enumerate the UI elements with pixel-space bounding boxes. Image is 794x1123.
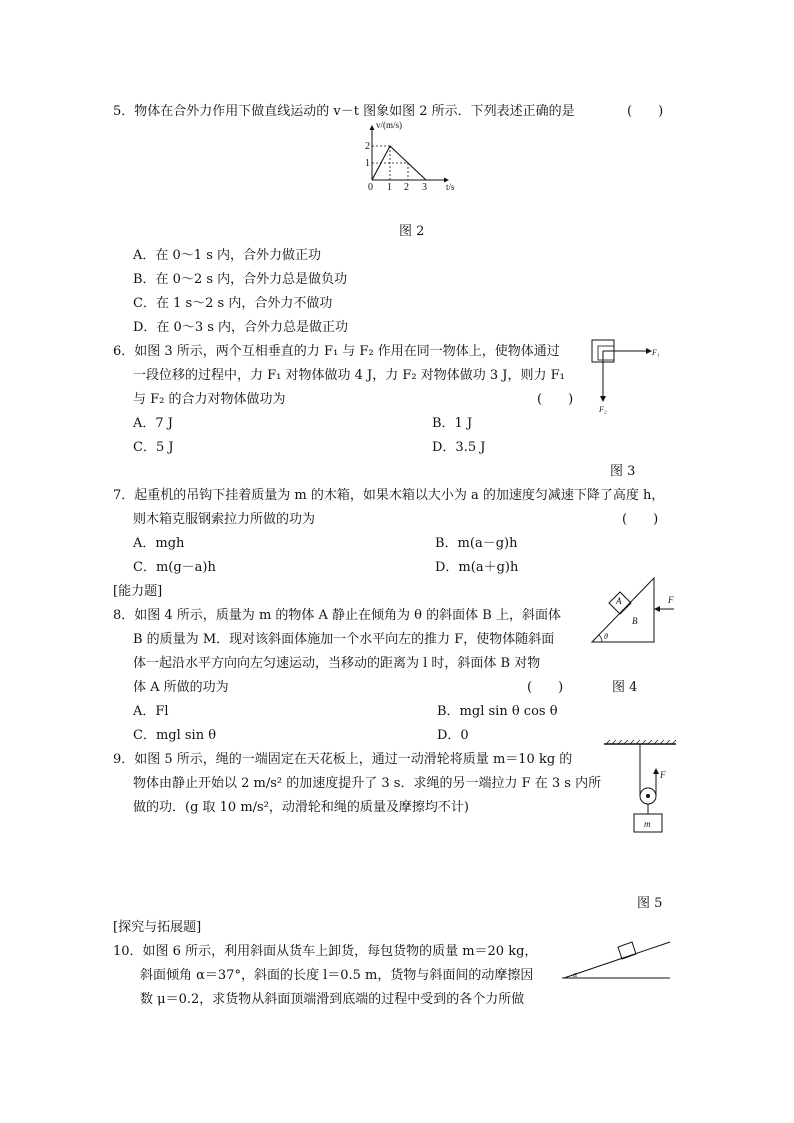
q7-answer-bracket: ( )	[622, 512, 659, 527]
q8-incline-diagram	[586, 572, 686, 648]
q5-option-b: B．在 0～2 s 内，合外力总是做负功	[133, 272, 348, 287]
vt-x-tick-2: 2	[404, 182, 409, 193]
q6-force-diagram	[588, 336, 668, 416]
q8-angle-arc	[599, 635, 602, 642]
q9-line-2: 物体由静止开始以 2 m/s² 的加速度提升了 3 s．求绳的另一端拉力 F 在 3 s 内所	[133, 776, 602, 791]
vt-axes	[370, 125, 450, 183]
q6-f1-label: F₁	[652, 348, 660, 357]
q9-label-m: m	[644, 819, 651, 829]
q10-slope	[564, 942, 670, 978]
vt-x-tick-1: 1	[387, 182, 392, 193]
q8-line-4: 体 A 所做的功为	[133, 680, 229, 695]
q6-f2-arrowhead	[600, 396, 606, 402]
vt-x-axis-label: t/s	[446, 182, 455, 192]
q8-incline-body	[592, 578, 654, 642]
q7-option-b: B．m(a－g)h	[435, 536, 518, 551]
q8-label-f: F	[668, 595, 674, 605]
q6-option-b: B．1 J	[432, 416, 473, 431]
q6-line-1: 6．如图 3 所示，两个互相垂直的力 F₁ 与 F₂ 作用在同一物体上，使物体通过	[113, 344, 560, 359]
q8-line-1: 8．如图 4 所示，质量为 m 的物体 A 静止在倾角为 θ 的斜面体 B 上，斜面体	[113, 608, 561, 623]
q8-label-b: B	[632, 616, 638, 626]
vt-y-axis-arrowhead	[370, 125, 375, 130]
q8-label-theta: θ	[604, 632, 608, 641]
q9-label-f: F	[660, 770, 666, 780]
q7-option-a: A．mgh	[133, 536, 185, 551]
q8-option-b: B．mgl sin θ cos θ	[437, 704, 558, 719]
vt-y-tick-1: 1	[365, 158, 370, 169]
q8-force-arrowhead	[654, 606, 660, 612]
q9-line-1: 9．如图 5 所示，绳的一端固定在天花板上，通过一动滑轮将质量 m＝10 kg 的	[113, 752, 573, 767]
q9-line-3: 做的功．(g 取 10 m/s²，动滑轮和绳的质量及摩擦均不计)	[133, 800, 469, 815]
q10-line-3: 数 μ＝0.2，求货物从斜面顶端滑到底端的过程中受到的各个力所做	[140, 992, 525, 1007]
q6-option-c: C．5 J	[133, 440, 174, 455]
q6-block-inner	[598, 346, 614, 360]
q5-vt-graph	[340, 118, 460, 196]
q6-answer-bracket: ( )	[537, 392, 574, 407]
section-explore-heading: [探究与拓展题]	[113, 920, 202, 935]
q8-label-a: A	[616, 596, 622, 606]
q9-f-arrowhead	[653, 768, 659, 774]
section-ability-heading: [能力题]	[113, 584, 163, 599]
q6-line-3: 与 F₂ 的合力对物体做功为	[133, 392, 286, 407]
q10-label-alpha: α	[573, 970, 578, 979]
q9-pulley-diagram	[600, 738, 690, 838]
q5-option-c: C．在 1 s～2 s 内，合外力不做功	[133, 296, 333, 311]
q7-option-d: D．m(a＋g)h	[435, 560, 519, 575]
q7-line-2: 则木箱克服钢索拉力所做的功为	[133, 512, 316, 527]
vt-x-tick-0: 0	[368, 182, 373, 193]
vt-x-tick-3: 3	[422, 182, 427, 193]
q10-line-2: 斜面倾角 α＝37°，斜面的长度 l＝0.5 m，货物与斜面间的动摩擦因	[140, 968, 534, 983]
q6-figure-caption: 图 3	[610, 464, 636, 479]
q5-option-d: D．在 0～3 s 内，合外力总是做正功	[133, 320, 349, 335]
q6-line-2: 一段位移的过程中，力 F₁ 对物体做功 4 J，力 F₂ 对物体做功 3 J，则力 F₁	[133, 368, 565, 383]
q6-f2-label: F₂	[599, 405, 607, 414]
q5-answer-bracket: ( )	[627, 104, 664, 119]
q7-option-c: C．m(g－a)h	[133, 560, 216, 575]
vt-y-axis-label: v/(m/s)	[376, 120, 402, 130]
q9-pulley-axle	[646, 794, 650, 798]
q5-figure-caption: 图 2	[399, 224, 425, 239]
q8-answer-bracket: ( )	[527, 680, 564, 695]
q8-figure-caption: 图 4	[612, 680, 638, 695]
q8-option-d: D．0	[437, 728, 469, 743]
q8-line-2: B 的质量为 M．现对该斜面体施加一个水平向左的推力 F，使物体随斜面	[133, 632, 555, 647]
q5-stem: 5．物体在合外力作用下做直线运动的 v－t 图象如图 2 所示．下列表述正确的是	[113, 104, 575, 119]
q8-option-c: C．mgl sin θ	[133, 728, 217, 743]
q10-line-1: 10．如图 6 所示，利用斜面从货车上卸货，每包货物的质量 m＝20 kg，	[113, 944, 538, 959]
q5-option-a: A．在 0～1 s 内，合外力做正功	[133, 248, 321, 263]
q8-option-a: A．Fl	[133, 704, 169, 719]
vt-y-tick-2: 2	[365, 141, 370, 152]
q7-line-1: 7．起重机的吊钩下挂着质量为 m 的木箱，如果木箱以大小为 a 的加速度匀减速下降了高度 h，	[113, 488, 665, 503]
q6-option-d: D．3.5 J	[432, 440, 486, 455]
q6-option-a: A．7 J	[133, 416, 174, 431]
q9-figure-caption: 图 5	[637, 896, 663, 911]
vt-data-marks	[372, 146, 426, 180]
q10-slope-diagram	[558, 928, 674, 984]
q8-line-3: 体一起沿水平方向向左匀速运动，当移动的距离为 l 时，斜面体 B 对物	[133, 656, 541, 671]
